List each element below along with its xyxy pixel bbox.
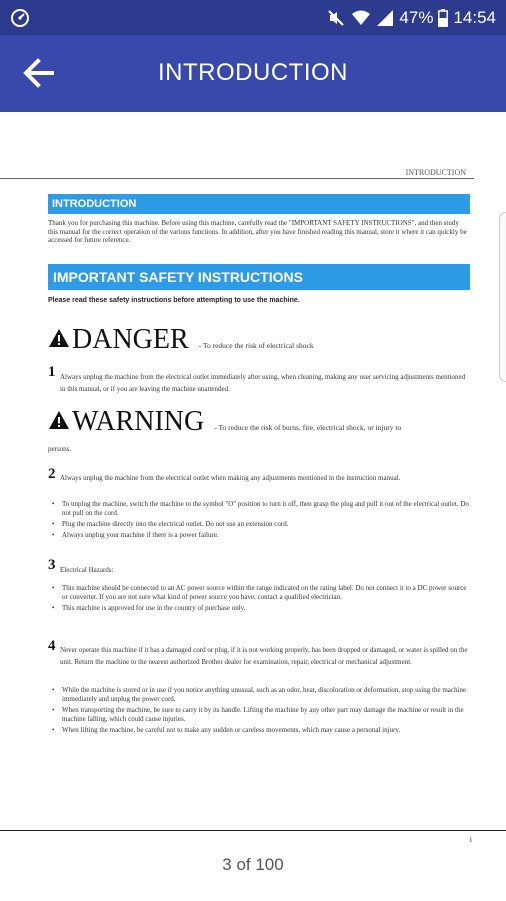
item-text-4: Never operate this machine if it has a damaged cord or plug, if it is not working properly, has been dropped or damaged, or water is spilled on the unit. Return the machine to the nearest authorized Brother dealer for examination, repair, electrical or mechanical adjustment.	[60, 646, 468, 666]
mute-icon	[326, 8, 346, 28]
status-bar	[0, 0, 506, 35]
warning-continuation: persons.	[48, 445, 72, 453]
item-number-3: 3	[48, 557, 56, 573]
warning-subtext: - To reduce the risk of burns, fire, electrical shock, or injury to	[214, 423, 402, 432]
battery-icon	[438, 9, 448, 27]
danger-heading	[48, 324, 314, 356]
list-item: • To unplug the machine, switch the machine to the symbol "O" position to turn it off, then grasp the plug and pull it out of the electrical outlet. Do not pull on the cord.	[52, 500, 472, 518]
item-2-bullets	[52, 500, 472, 543]
item-text-3: Electrical Hazards:	[60, 566, 114, 574]
danger-subtext: - To reduce the risk of electrical shock	[198, 341, 314, 350]
list-item: • When lifting the machine, be careful not to make any sudden or careless movements, which may cause a personal injury.	[52, 726, 472, 735]
item-text-2: Always unplug the machine from the electrical outlet when making any adjustments mentioned in the instruction manual.	[60, 474, 401, 482]
warning-triangle-icon	[48, 410, 70, 430]
signal-icon	[376, 9, 394, 27]
item-number-2: 2	[48, 466, 56, 482]
item-3-bullets	[52, 584, 472, 615]
list-item: • This machine should be connected to an AC power source within the range indicated on the rating label. Do not connect it to a DC power source or converter. If you are not sure what kind of power source you have, contact a qualified electrician.	[52, 584, 472, 602]
clock: 14:54	[453, 8, 496, 27]
side-panel-handle[interactable]	[499, 212, 506, 382]
item-number-1: 1	[48, 364, 56, 380]
danger-word: DANGER	[72, 324, 189, 355]
list-item: • This machine is approved for use in the country of purchase only.	[52, 604, 472, 613]
item-4-bullets	[52, 686, 472, 737]
safety-section-bar: IMPORTANT SAFETY INSTRUCTIONS	[48, 264, 470, 290]
list-item: • Plug the machine directly into the electrical outlet. Do not use an extension cord.	[52, 520, 472, 529]
speedometer-icon	[10, 8, 30, 28]
battery-percent: 47%	[399, 8, 434, 27]
list-item: • While the machine is stored or in use if you notice anything unusual, such as an odor, heat, discoloration or deformation, stop using the machine immediately and unplug the power cord.	[52, 686, 472, 704]
page-footer	[0, 830, 506, 901]
page-title: INTRODUCTION	[158, 59, 348, 86]
running-header: INTRODUCTION	[405, 168, 466, 177]
warning-triangle-icon	[48, 328, 70, 348]
list-item: • Always unplug your machine if there is a power failure.	[52, 531, 472, 540]
wifi-icon	[351, 9, 371, 27]
printed-page-number: i	[469, 835, 472, 844]
item-text-1: Always unplug the machine from the electrical outlet immediately after using, when cleaning, making any user servicing adjustments mentioned in this manual, or if you are leaving the machine unattended.	[60, 373, 466, 393]
header-rule	[0, 178, 474, 179]
warning-word: WARNING	[72, 406, 205, 437]
page-indicator: 3 of 100	[222, 855, 284, 874]
item-number-4: 4	[48, 638, 56, 654]
warning-heading	[48, 406, 401, 438]
pdf-page[interactable]	[0, 112, 506, 830]
intro-section-bar: INTRODUCTION	[48, 194, 470, 214]
list-item: • When transporting the machine, be sure to carry it by its handle. Lifting the machine by any other part may damage the machine or result in the machine falling, which could cause injuries.	[52, 706, 472, 724]
safety-lead-text: Please read these safety instructions before attempting to use the machine.	[48, 297, 300, 304]
app-bar	[0, 35, 506, 112]
intro-paragraph: Thank you for purchasing this machine. Before using this machine, carefully read the "IMPORTANT SAFETY INSTRUCTIONS", and then study this manual for the correct operation of the various functions. In addition, after you have finished reading this manual, store it where it can quickly be accessed for future reference.	[48, 219, 467, 244]
